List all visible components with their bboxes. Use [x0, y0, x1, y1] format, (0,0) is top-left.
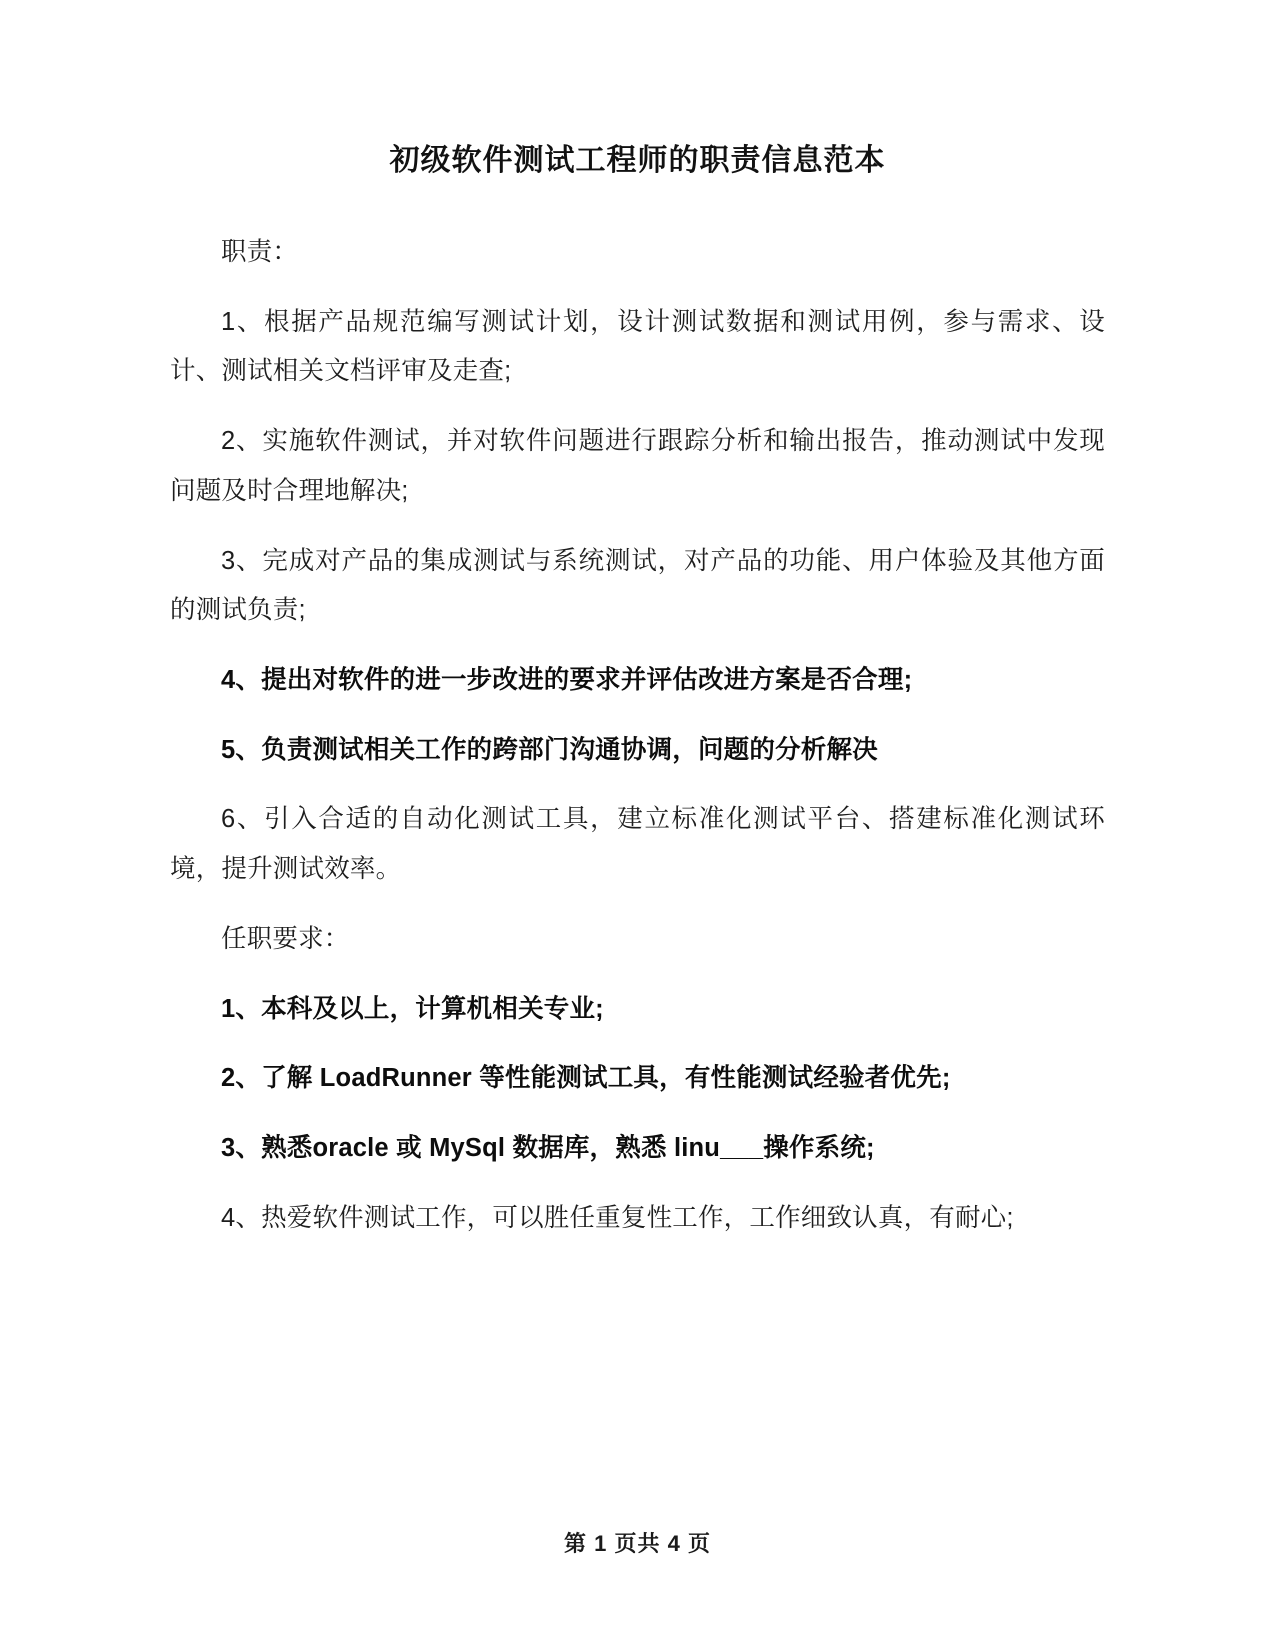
paragraph-duty-3: 3、完成对产品的集成测试与系统测试，对产品的功能、用户体验及其他方面的测试负责;	[170, 546, 1105, 625]
paragraph-duty-5: 5、负责测试相关工作的跨部门沟通协调，问题的分析解决	[221, 735, 878, 764]
paragraph-duty-4: 4、提出对软件的进一步改进的要求并评估改进方案是否合理;	[221, 666, 913, 695]
page-footer: 第 1 页共 4 页	[564, 1531, 711, 1556]
page-title: 初级软件测试工程师的职责信息范本	[389, 144, 886, 177]
paragraph-requirement-4: 4、热爱软件测试工作，可以胜任重复性工作，工作细致认真，有耐心;	[221, 1203, 1014, 1232]
paragraph-duty-2: 2、实施软件测试，并对软件问题进行跟踪分析和输出报告，推动测试中发现问题及时合理地解决;	[170, 427, 1105, 505]
paragraph-duty-6: 6、引入合适的自动化测试工具，建立标准化测试平台、搭建标准化测试环境，提升测试效率。	[170, 805, 1105, 884]
paragraph-requirement-3: 3、熟悉oracle 或 MySql 数据库，熟悉 linu___操作系统;	[221, 1134, 875, 1163]
paragraph-duty-1: 1、根据产品规范编写测试计划，设计测试数据和测试用例，参与需求、设计、测试相关文档评审及走查;	[170, 307, 1105, 386]
paragraph-requirement-1: 1、本科及以上，计算机相关专业;	[221, 994, 604, 1023]
paragraph-requirements-heading: 任职要求：	[221, 924, 350, 953]
paragraph-requirement-2: 2、了解 LoadRunner 等性能测试工具，有性能测试经验者优先;	[221, 1064, 951, 1093]
paragraph-duties-heading: 职责：	[221, 238, 299, 266]
